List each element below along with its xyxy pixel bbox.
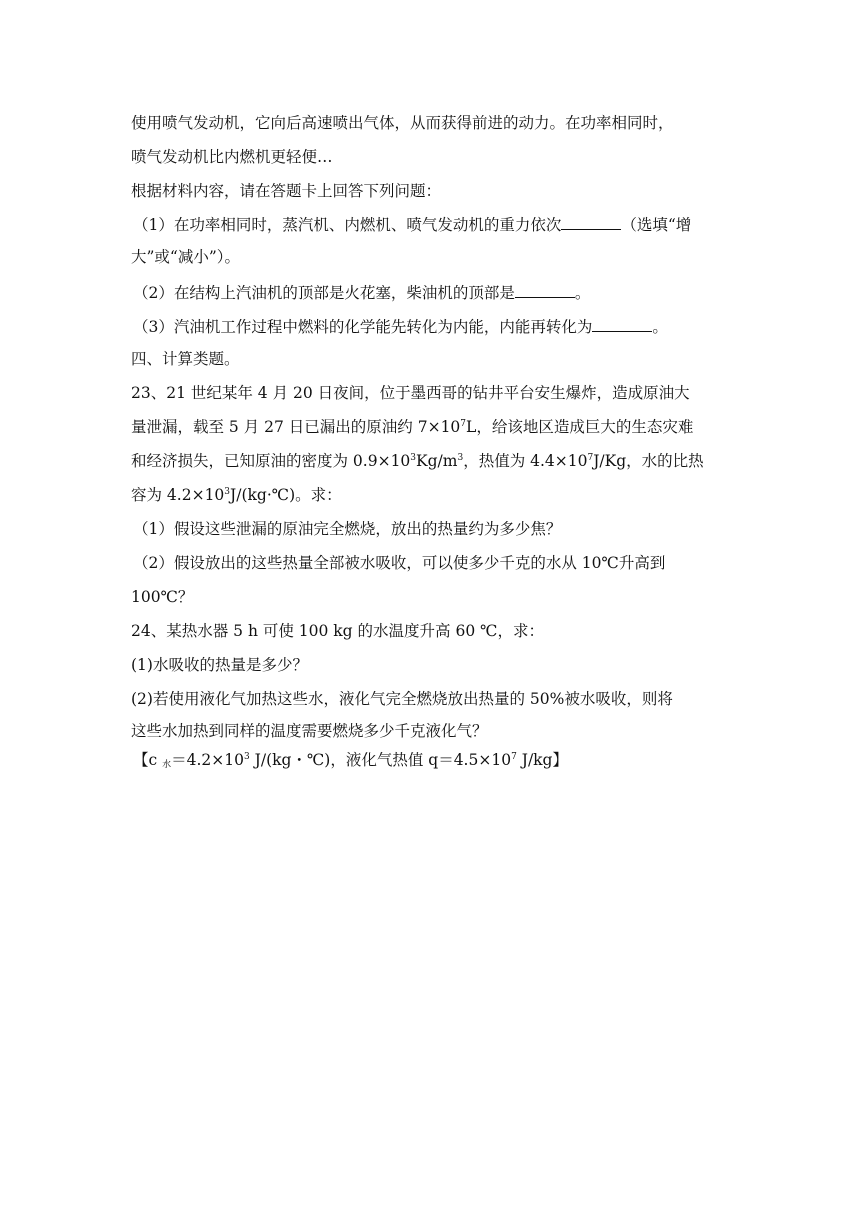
- question-3-text-a: （3）汽油机工作过程中燃料的化学能先转化为内能，内能再转化为: [133, 318, 593, 336]
- exponent: 7: [587, 453, 594, 463]
- answer-blank-2[interactable]: [515, 283, 575, 298]
- question-23-sub-2-text-b: 100℃？: [131, 588, 194, 606]
- question-23-line-3: [131, 451, 704, 471]
- question-3-text-b: 。: [652, 318, 668, 336]
- given-text-c: J/(kg・℃)，液化气热值 q＝4.5×10: [249, 751, 512, 769]
- exponent: 7: [460, 419, 467, 429]
- question-24-sub-2-text-a: (2)若使用液化气加热这些水，液化气完全燃烧放出热量的 50%被水吸收，则将: [131, 690, 673, 708]
- question-24-sub-2-text-b: 这些水加热到同样的温度需要燃烧多少千克液化气？: [131, 722, 488, 740]
- question-1-line-2: [131, 247, 240, 267]
- question-23-text-4b: J/(kg·℃)。求：: [230, 486, 342, 504]
- question-23-text-3c: ，热值为 4.4×10: [463, 452, 588, 470]
- prompt-text: 根据材料内容，请在答题卡上回答下列问题：: [131, 182, 442, 200]
- question-23-text-2b: L，给该地区造成巨大的生态灾难: [466, 418, 694, 436]
- question-23-sub-2-text-a: （2）假设放出的这些热量全部被水吸收，可以使多少千克的水从 10℃升高到: [133, 554, 666, 572]
- question-24-sub-1-text: (1)水吸收的热量是多少？: [131, 656, 308, 674]
- question-1-text-a: （1）在功率相同时，蒸汽机、内燃机、喷气发动机的重力依次: [133, 216, 562, 234]
- intro-text-1: 使用喷气发动机，它向后高速喷出气体，从而获得前进的动力。在功率相同时，: [131, 114, 674, 132]
- given-text-b: ＝4.2×10: [171, 751, 244, 769]
- question-1-text-b: （选填“增: [621, 216, 692, 234]
- question-23-text-4a: 容为 4.2×10: [131, 486, 225, 504]
- prompt-line: [131, 181, 441, 201]
- exponent: 3: [224, 487, 231, 497]
- given-text-a: 【c: [133, 751, 163, 769]
- exponent: 3: [457, 453, 464, 463]
- question-23-sub-2-line-2: [131, 587, 193, 607]
- intro-line-1: [131, 113, 674, 133]
- question-24-given-values: [133, 750, 568, 770]
- question-24-text-1: 24、某热水器 5 h 可使 100 kg 的水温度升高 60 ℃，求：: [131, 622, 544, 640]
- question-24-sub-2-line-1: [131, 689, 673, 709]
- exponent: 3: [410, 453, 417, 463]
- question-23-line-4: [131, 485, 342, 505]
- intro-text-2: 喷气发动机比内燃机更轻便…: [131, 148, 333, 166]
- question-23-text-3d: J/Kg，水的比热: [593, 452, 704, 470]
- given-text-d: J/kg】: [516, 751, 568, 769]
- question-2-text-a: （2）在结构上汽油机的顶部是火花塞，柴油机的顶部是: [133, 284, 515, 302]
- question-23-text-1: 23、21 世纪某年 4 月 20 日夜间，位于墨西哥的钻井平台安生爆炸，造成原油大: [131, 384, 690, 402]
- question-23-text-2a: 量泄漏，载至 5 月 27 日已漏出的原油约 7×10: [131, 418, 461, 436]
- question-24-line-1: [131, 621, 544, 641]
- question-23-sub-2-line-1: [133, 553, 665, 573]
- question-23-line-2: [131, 417, 693, 437]
- question-23-text-3b: Kg/m: [416, 452, 458, 470]
- question-3-line: [133, 317, 668, 337]
- section-4-heading: [131, 349, 240, 369]
- subscript: 水: [162, 760, 172, 770]
- question-24-sub-2-line-2: [131, 721, 488, 741]
- answer-blank-3[interactable]: [592, 317, 652, 332]
- answer-blank-1[interactable]: [561, 215, 621, 230]
- exponent: 7: [511, 752, 517, 762]
- question-1-text-c: 大”或“减小”）。: [131, 248, 241, 266]
- exponent: 3: [244, 752, 250, 762]
- question-24-sub-1: [131, 655, 308, 675]
- question-1-line-1: [133, 215, 691, 235]
- question-2-text-b: 。: [574, 284, 591, 302]
- question-23-text-3a: 和经济损失，已知原油的密度为 0.9×10: [131, 452, 411, 470]
- section-4-title: 四、计算类题。: [131, 350, 240, 368]
- intro-line-2: [131, 147, 333, 167]
- question-23-line-1: [131, 383, 690, 403]
- question-23-sub-1: [133, 519, 561, 539]
- question-2-line: [133, 283, 590, 303]
- question-23-sub-1-text: （1）假设这些泄漏的原油完全燃烧，放出的热量约为多少焦？: [133, 520, 562, 538]
